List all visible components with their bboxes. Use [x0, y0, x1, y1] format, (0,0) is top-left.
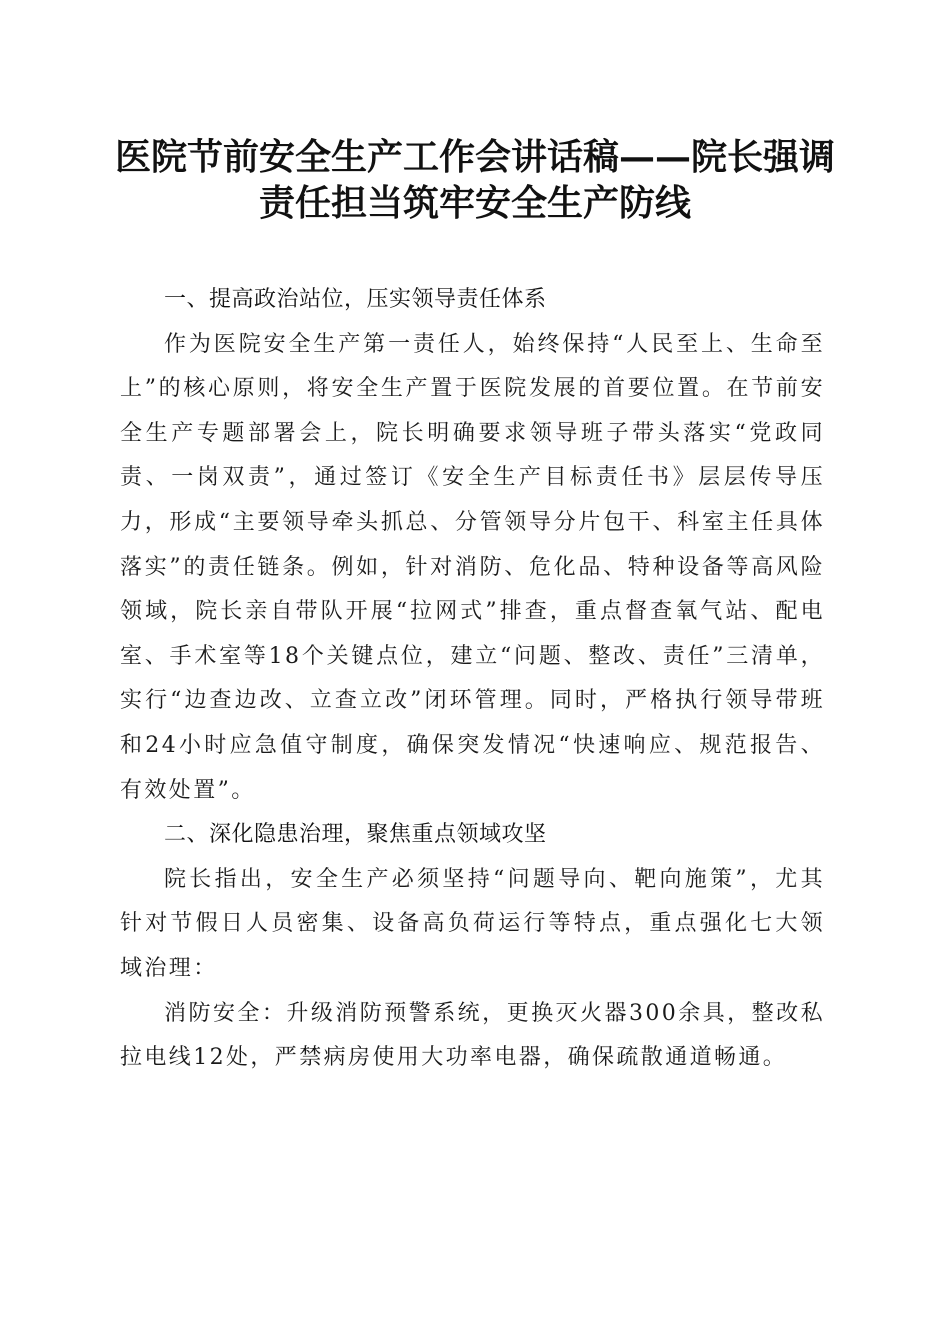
- title-line-2: 责任担当筑牢安全生产防线: [258, 182, 691, 224]
- section-1-paragraph-1: 作为医院安全生产第一责任人，始终保持“人民至上、生命至上”的核心原则，将安全生产置于医院发展的首要位置。在节前安全生产专题部署会上，院长明确要求领导班子带头落实“党政同责、一岗双责”，通过签订《安全生产目标责任书》层层传导压力，形成“主要领导牵头抓总、分管领导分片包干、科室主任具体落实”的责任链条。例如，针对消防、危化品、特种设备等高风险领域，院长亲自带队开展“拉网式”排查，重点督查氧气站、配电室、手术室等18个关键点位，建立“问题、整改、责任”三清单，实行“边查边改、立查立改”闭环管理。同时，严格执行领导带班和24小时应急值守制度，确保突发情况“快速响应、规范报告、有效处置”。: [120, 331, 825, 803]
- section-2-paragraph-1: 院长指出，安全生产必须坚持“问题导向、靶向施策”，尤其针对节假日人员密集、设备高负荷运行等特点，重点强化七大领域治理：: [120, 866, 825, 981]
- section-2-paragraph-2: 消防安全：升级消防预警系统，更换灭火器300余具，整改私拉电线12处，严禁病房使用大功率电器，确保疏散通道畅通。: [120, 1000, 825, 1071]
- document-title: [100, 134, 850, 226]
- document-body: [120, 278, 825, 1081]
- section-2-heading: 二、深化隐患治理，聚焦重点领域攻坚: [164, 822, 547, 848]
- section-1-heading: 一、提高政治站位，压实领导责任体系: [164, 287, 547, 312]
- title-line-1: 医院节前安全生产工作会讲话稿——院长强调: [114, 136, 835, 178]
